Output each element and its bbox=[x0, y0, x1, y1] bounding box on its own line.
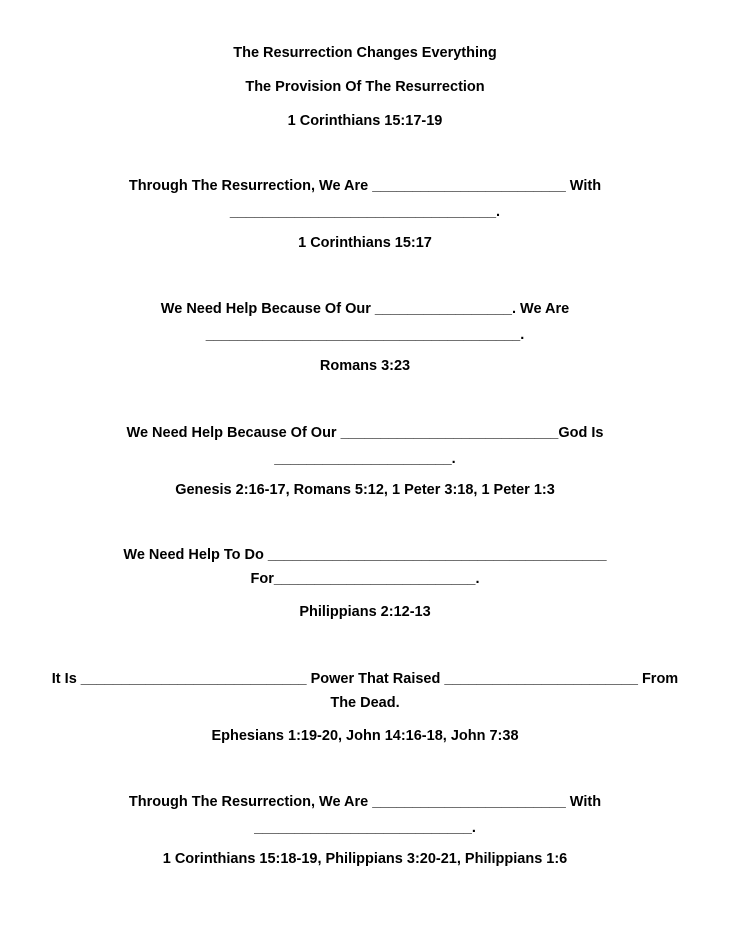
section-4-reference: Philippians 2:12-13 bbox=[299, 604, 431, 620]
section-6-line-2: ___________________________. bbox=[254, 820, 476, 836]
section-2-line-1: We Need Help Because Of Our _________________. We Are bbox=[160, 301, 570, 317]
section-4-line-2: For_________________________. bbox=[250, 571, 480, 587]
section-5-line-2: The Dead. bbox=[330, 695, 400, 711]
page-title: The Resurrection Changes Everything bbox=[233, 45, 497, 61]
section-3-line-2: ______________________. bbox=[274, 451, 456, 467]
section-6-line-1: Through The Resurrection, We Are ________________________ With bbox=[128, 794, 602, 810]
section-1-line-1: Through The Resurrection, We Are ________________________ With bbox=[128, 178, 602, 194]
section-3-reference: Genesis 2:16-17, Romans 5:12, 1 Peter 3:18, 1 Peter 1:3 bbox=[175, 482, 555, 498]
section-5-line-1: It Is ____________________________ Power That Raised ________________________ From bbox=[51, 671, 679, 687]
section-1-line-2: _________________________________. bbox=[229, 204, 501, 220]
section-5-reference: Ephesians 1:19-20, John 14:16-18, John 7:38 bbox=[211, 728, 519, 744]
section-2-line-2: _______________________________________. bbox=[205, 327, 525, 343]
page-subtitle: The Provision Of The Resurrection bbox=[245, 79, 485, 95]
section-2-reference: Romans 3:23 bbox=[319, 358, 411, 374]
section-4-line-1: We Need Help To Do __________________________________________ bbox=[123, 547, 607, 563]
section-6-reference: 1 Corinthians 15:18-19, Philippians 3:20-21, Philippians 1:6 bbox=[162, 851, 568, 867]
section-1-reference: 1 Corinthians 15:17 bbox=[298, 235, 432, 251]
main-scripture-reference: 1 Corinthians 15:17-19 bbox=[287, 113, 443, 129]
section-3-line-1: We Need Help Because Of Our ___________________________God Is bbox=[126, 425, 604, 441]
